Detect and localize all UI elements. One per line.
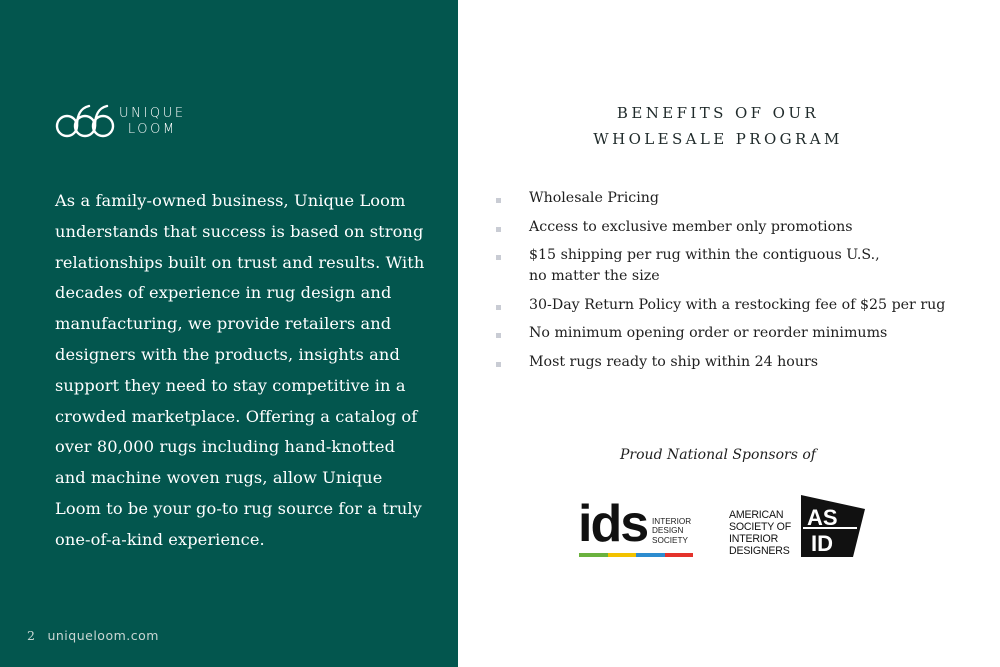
intro-paragraph: As a family-owned business, Unique Loom understands that success is based on strong relationships built on trust and results. With decades of experience in rug design and manufacturing, we provide retailers and designers with the products, insights and support they need to stay competitive in a crowded marketplace. Offering a catalog of over 80,000 rugs including hand-knotted and machine woven rugs, allow Unique Loom to be your go-to rug source for a truly one-of-a-kind experience. [55,191,425,549]
ids-line-3: SOCIETY [652,535,688,545]
logo-line-2: LOOM [127,122,177,137]
benefit-text: Access to exclusive member only promotions [529,218,853,235]
bullet-icon [496,198,501,203]
svg-text:AS: AS [807,505,838,530]
unique-loom-logo [55,104,186,140]
bullet-icon [496,333,501,338]
asid-line-1: AMERICAN [729,509,784,521]
heading-line-1: BENEFITS OF OUR [616,104,820,122]
asid-text [729,509,791,557]
bullet-icon [496,255,501,260]
benefit-text: Wholesale Pricing [529,190,659,206]
ids-logo [578,495,696,560]
benefit-text: Most rugs ready to ship within 24 hours [529,353,819,370]
svg-text:ID: ID [811,531,833,556]
list-item [496,352,976,373]
asid-mark-icon [797,495,865,559]
list-item [496,323,976,344]
asid-line-4: DESIGNERS [729,545,790,557]
benefits-heading [458,100,978,152]
list-item [496,188,976,209]
bullet-icon [496,362,501,367]
page-footer [27,628,159,643]
asid-line-3: INTERIOR [729,533,779,545]
ids-bar-segment [665,553,694,557]
ids-color-bar [579,553,693,557]
asid-line-2: SOCIETY OF [729,521,791,533]
ids-subtitle [652,517,691,545]
sponsors-caption: Proud National Sponsors of [620,447,816,463]
ids-line-1: INTERIOR [652,517,692,526]
heading-line-2: WHOLESALE PROGRAM [593,130,843,148]
list-item [496,295,976,316]
unique-loom-logo-icon [55,104,115,140]
benefit-text: $15 shipping per rug within the contiguous U.S., no matter the size [529,247,880,284]
bullet-icon [496,305,501,310]
bullet-icon [496,227,501,232]
page-number: 2 [27,628,36,643]
ids-line-2: DESIGN [652,526,684,536]
benefits-list [496,188,976,380]
website-link[interactable]: uniqueloom.com [47,628,159,643]
logo-line-1: UNIQUE [119,106,186,121]
logo-wordmark [119,106,186,138]
ids-bar-segment [579,553,608,557]
ids-bar-segment [636,553,665,557]
asid-logo [729,495,869,561]
list-item [496,217,976,238]
benefit-text: No minimum opening order or reorder minimums [529,325,888,341]
ids-wordmark: ids [578,495,648,553]
benefit-text: 30-Day Return Policy with a restocking fee of $25 per rug [529,296,946,313]
left-panel [0,0,458,667]
ids-bar-segment [608,553,637,557]
list-item [496,245,976,287]
